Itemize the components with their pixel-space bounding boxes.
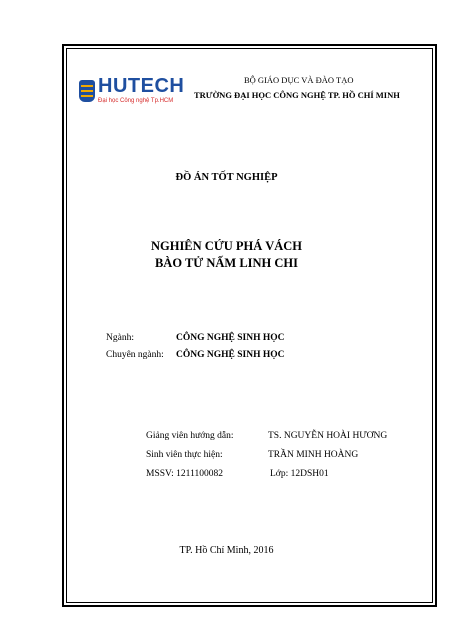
thesis-title-line-1: NGHIÊN CỨU PHÁ VÁCH	[150, 239, 303, 253]
student-label: Sinh viên thực hiện:	[146, 450, 223, 460]
specialization-label: Chuyên ngành:	[106, 350, 164, 360]
advisor-label: Giảng viên hướng dẫn:	[146, 431, 234, 441]
logo-text: HUTECH	[98, 75, 185, 97]
ministry-name: BỘ GIÁO DỤC VÀ ĐÀO TẠO	[244, 75, 354, 85]
hutech-logo	[79, 75, 185, 110]
place-date: TP. Hồ Chí Minh, 2016	[179, 545, 274, 556]
major-label: Ngành:	[106, 333, 134, 343]
page-border-inner	[66, 48, 433, 603]
student-value: TRẦN MINH HOÀNG	[268, 450, 359, 460]
specialization-value: CÔNG NGHỆ SINH HỌC	[176, 350, 285, 360]
class-code: Lớp: 12DSH01	[270, 469, 329, 479]
thesis-title-line-2: BÀO TỬ NẤM LINH CHI	[154, 256, 299, 270]
student-id: MSSV: 1211100082	[146, 469, 223, 479]
hutech-badge-icon	[79, 80, 95, 102]
logo-subtitle: Đại học Công nghệ Tp.HCM	[98, 98, 174, 104]
thesis-type: ĐỒ ÁN TỐT NGHIỆP	[175, 172, 278, 183]
major-value: CÔNG NGHỆ SINH HỌC	[176, 333, 285, 343]
university-name: TRƯỜNG ĐẠI HỌC CÔNG NGHỆ TP. HỒ CHÍ MINH	[194, 90, 400, 100]
advisor-value: TS. NGUYỄN HOÀI HƯƠNG	[268, 431, 388, 441]
